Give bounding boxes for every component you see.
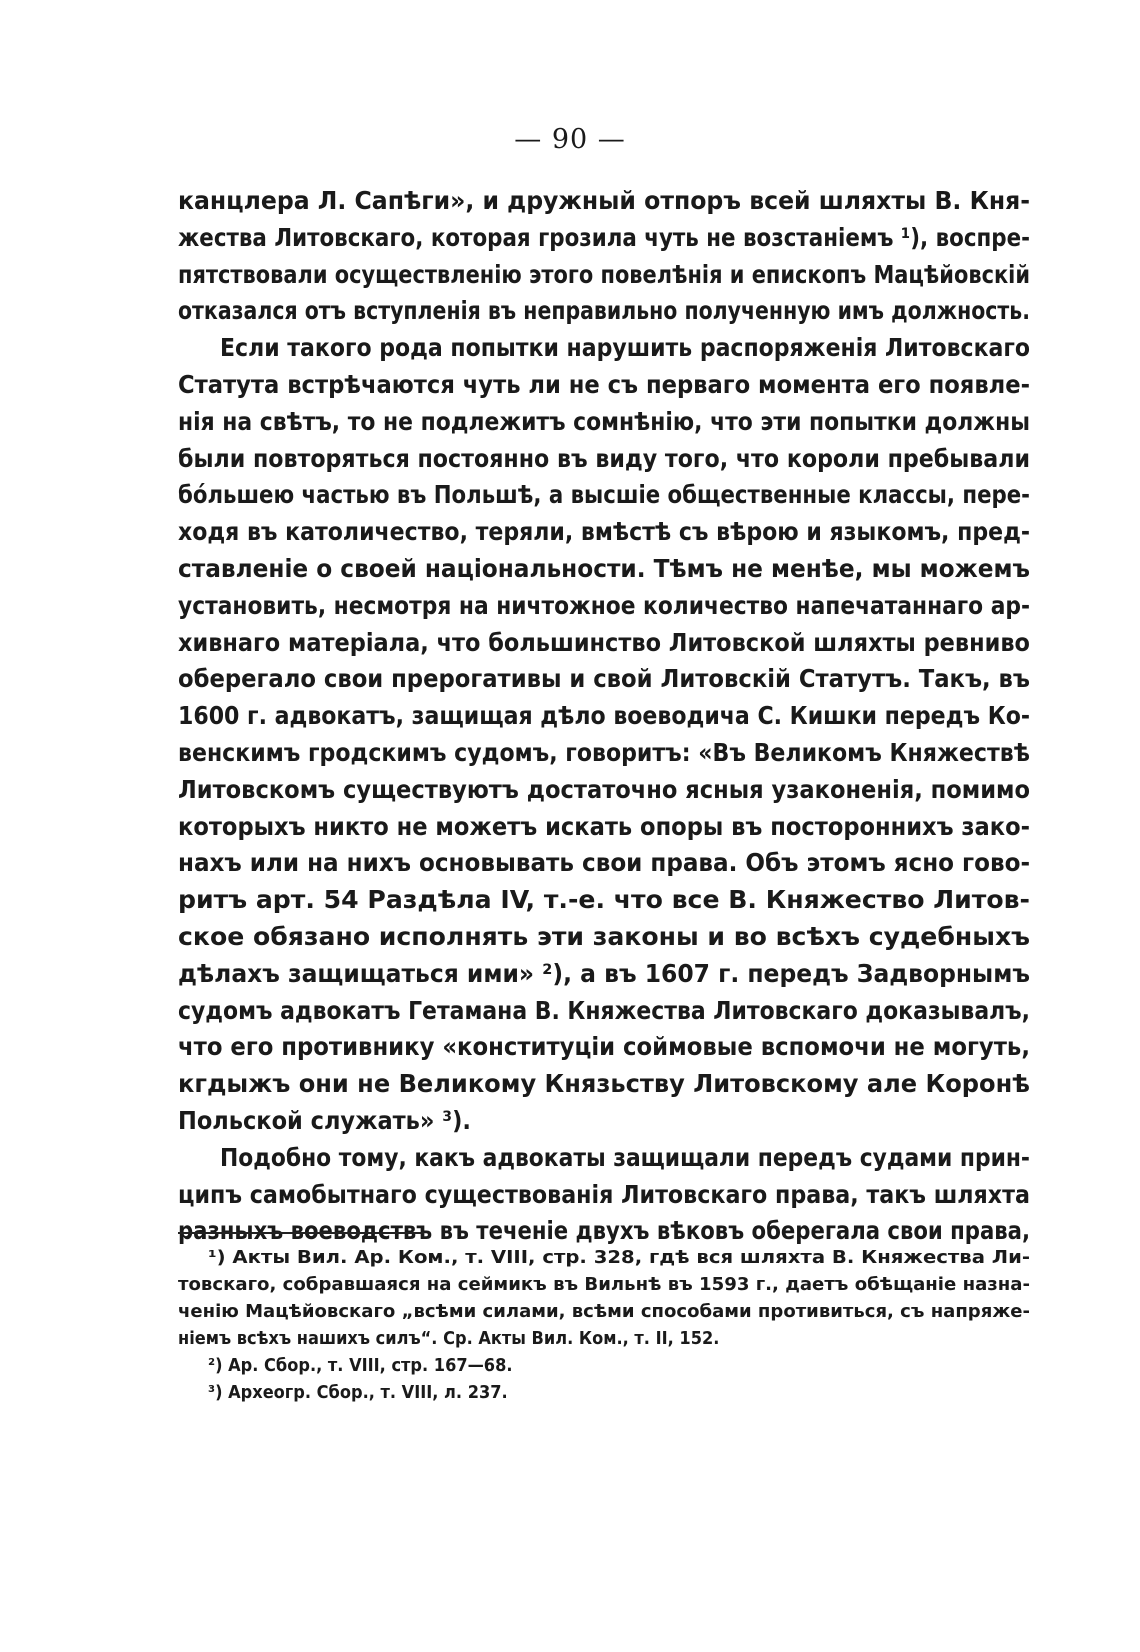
text-line: что его противнику «конституціи соймовые вспомочи не могуть,	[178, 1032, 1030, 1062]
text-line: которыхъ никто не можетъ искать опоры въ постороннихъ зако-	[178, 811, 1031, 841]
text-line: разныхъ воеводствъ въ теченіе двухъ вѣковъ оберегала свои права,	[178, 1216, 1031, 1246]
footnote-line: товскаго, собравшаяся на сеймикъ въ Вильнѣ въ 1593 г., даетъ обѣщаніе назна-	[178, 1274, 1031, 1295]
text-line: канцлера Л. Сапѣги», и дружный отпоръ всей шляхты В. Кня-	[178, 186, 1031, 215]
text-line: ритъ арт. 54 Раздѣла IV, т.-е. что все В. Княжество Литов-	[178, 885, 1030, 915]
text-line: хивнаго матеріала, что большинство Литовской шляхты ревниво	[178, 627, 1030, 657]
footnote-divider	[178, 1232, 424, 1234]
text-line: пятствовали осуществленію этого повелѣнія и епископъ Мацѣйовскій	[178, 259, 1031, 289]
text-line: ставленіе о своей національности. Тѣмъ не менѣе, мы можемъ	[178, 553, 1030, 583]
text-line: ципъ самобытнаго существованія Литовскаго права, такъ шляхта	[178, 1179, 1030, 1209]
text-line: Подобно тому, какъ адвокаты защищали передъ судами прин-	[220, 1142, 1030, 1172]
text-line: кгдыжъ они не Великому Князьству Литовскому але Коронѣ	[178, 1069, 1030, 1099]
footnote-line: ¹) Акты Вил. Ар. Ком., т. VIII, стр. 328, гдѣ вся шляхта В. Княжества Ли-	[208, 1247, 1031, 1268]
page-number: — 90 —	[514, 124, 626, 155]
text-line: Если такого рода попытки нарушить распоряженія Литовскаго	[220, 333, 1030, 363]
text-line: венскимъ гродскимъ судомъ, говоритъ: «Въ Великомъ Княжествѣ	[178, 737, 1030, 767]
text-line: ходя въ католичество, теряли, вмѣстѣ съ вѣрою и языкомъ, пред-	[178, 517, 1031, 547]
footnote-line: ²) Ар. Сбор., т. VIII, стр. 167—68.	[208, 1355, 513, 1376]
main-text	[178, 183, 1030, 1250]
text-line: установить, несмотря на ничтожное количество напечатаннаго ар-	[178, 590, 1031, 620]
text-line: нахъ или на нихъ основывать свои права. Объ этомъ ясно гово-	[178, 848, 1031, 878]
footnote-line: ³) Археогр. Сбор., т. VIII, л. 237.	[208, 1382, 508, 1403]
text-line: бóльшею частью въ Польшѣ, а высшіе общественные классы, пере-	[178, 480, 1030, 510]
text-line: 1600 г. адвокатъ, защищая дѣло воеводича С. Кишки передъ Ко-	[178, 701, 1031, 731]
text-line: жества Литовскаго, которая грозила чуть не возстаніемъ ¹), воспре-	[178, 222, 1031, 252]
text-line: нія на свѣтъ, то не подлежитъ сомнѣнію, что эти попытки должны	[178, 406, 1030, 436]
text-line: отказался отъ вступленія въ неправильно полученную имъ должность.	[178, 296, 1031, 326]
text-line: были повторяться постоянно въ виду того, что короли пребывали	[178, 443, 1030, 473]
text-line: Польской служать» ³).	[178, 1105, 471, 1135]
text-line: оберегало свои прерогативы и свой Литовскій Статутъ. Такъ, въ	[178, 664, 1030, 694]
footnote-line: ніемъ всѣхъ нашихъ силъ“. Ср. Акты Вил. Ком., т. II, 152.	[178, 1328, 720, 1349]
text-line: судомъ адвокатъ Гетамана В. Княжества Литовскаго доказывалъ,	[178, 995, 1031, 1025]
footnote-line: ченію Мацѣйовскаго „всѣми силами, всѣми способами противиться, съ напряже-	[178, 1301, 1031, 1322]
text-line: ское обязано исполнять эти законы и во всѣхъ судебныхъ	[178, 921, 1031, 951]
text-line: дѣлахъ защищаться ими» ²), а въ 1607 г. передъ Задворнымъ	[178, 958, 1030, 988]
text-line: Статута встрѣчаются чуть ли не съ перваго момента его появле-	[178, 369, 1031, 399]
text-line: Литовскомъ существуютъ достаточно ясныя узаконенія, помимо	[178, 774, 1031, 804]
footnotes	[178, 1244, 1030, 1406]
